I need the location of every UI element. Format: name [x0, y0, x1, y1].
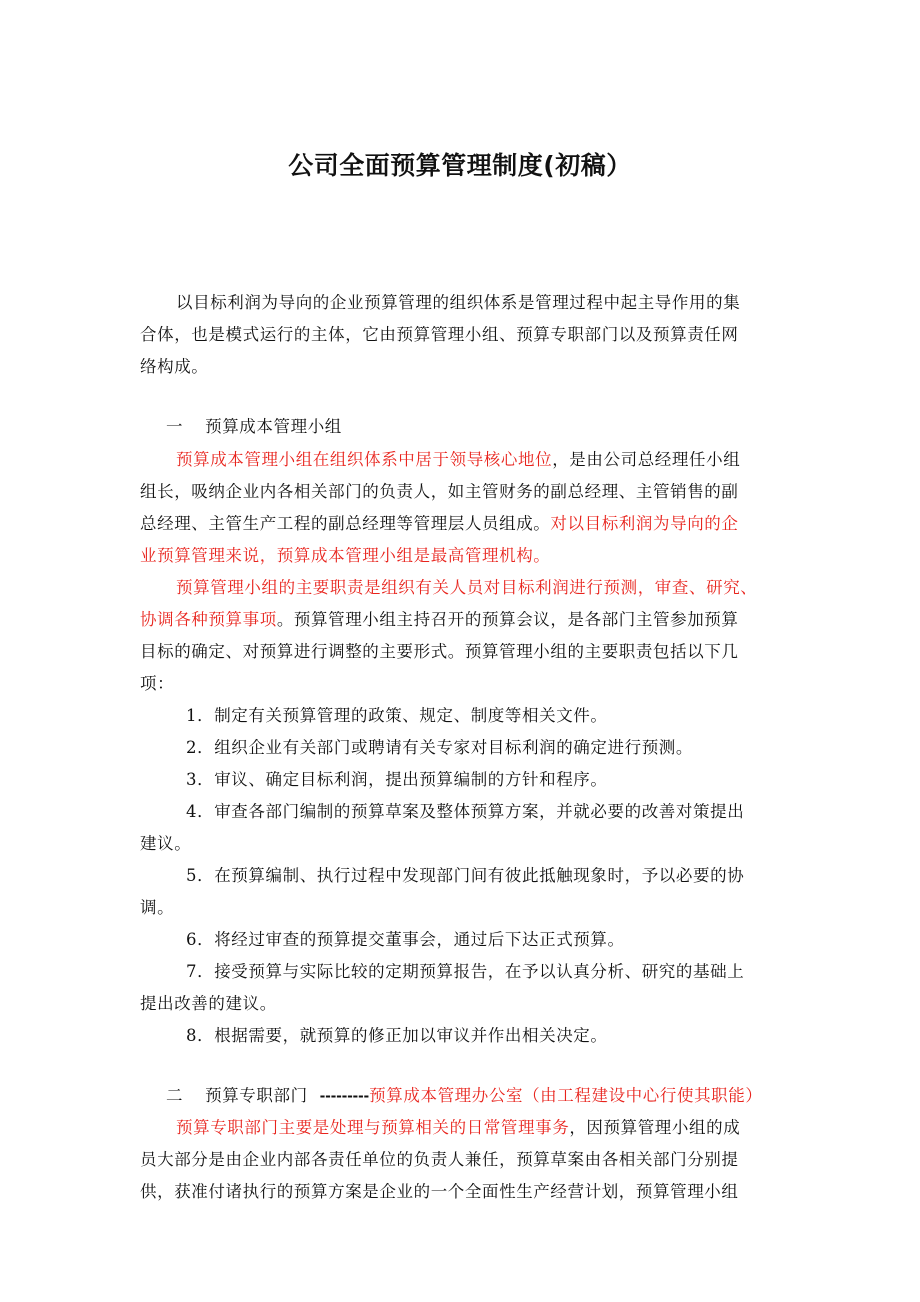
list-item-4: 4．审查各部门编制的预算草案及整体预算方案，并就必要的改善对策提出 [186, 802, 745, 821]
list-item-5: 5．在预算编制、执行过程中发现部门间有彼此抵触现象时，予以必要的协 [186, 866, 745, 885]
s1-p1-line-2: 组长，吸纳企业内各相关部门的负责人，如主管财务的副总经理、主管销售的副 [140, 482, 739, 501]
s1-p2-text: 。预算管理小组主持召开的预算会议，是各部门主管参加预算 [276, 610, 739, 629]
list-item-4-cont: 建议。 [140, 834, 192, 853]
list-item-7: 7．接受预算与实际比较的定期预算报告，在予以认真分析、研究的基础上 [186, 962, 745, 981]
section-2-title: 预算专职部门 [205, 1086, 308, 1105]
document-title: 公司全面预算管理制度(初稿） [288, 151, 632, 180]
s2-p1-line-2: 员大部分是由企业内部各责任单位的负责人兼任，预算草案由各相关部门分别提 [140, 1150, 739, 1169]
s1-p2-line-3: 目标的确定、对预算进行调整的主要形式。预算管理小组的主要职责包括以下几 [140, 642, 739, 661]
intro-line-3: 络构成。 [140, 357, 209, 376]
s2-p1-line-3: 供，获准付诸执行的预算方案是企业的一个全面性生产经营计划，预算管理小组 [140, 1182, 739, 1201]
s1-p1-highlight: 预算成本管理小组在组织体系中居于领导核心地位 [176, 450, 553, 469]
list-item-7-cont: 提出改善的建议。 [140, 994, 277, 1013]
s1-p1-text-3: 总经理、主管生产工程的副总经理等管理层人员组成。 [140, 514, 551, 533]
section-1-number: 一 [166, 417, 184, 436]
intro-line-1: 以目标利润为导向的企业预算管理的组织体系是管理过程中起主导作用的集 [176, 293, 741, 312]
list-item-6: 6．将经过审查的预算提交董事会，通过后下达正式预算。 [186, 930, 625, 949]
section-1-heading [166, 416, 342, 438]
list-item-3: 3．审议、确定目标利润，提出预算编制的方针和程序。 [186, 770, 608, 789]
s1-p1-line-4: 业预算管理来说，预算成本管理小组是最高管理机构。 [140, 546, 551, 565]
section-2-title-detail: 预算成本管理办公室（由工程建设中心行使其职能） [369, 1086, 763, 1105]
list-item-5-cont: 调。 [140, 898, 175, 917]
intro-line-2: 合体，也是模式运行的主体，它由预算管理小组、预算专职部门以及预算责任网 [140, 325, 739, 344]
section-1-title: 预算成本管理小组 [205, 417, 342, 436]
s2-p1-highlight: 预算专职部门主要是处理与预算相关的日常管理事务 [176, 1118, 570, 1137]
s1-p2-line-1: 预算管理小组的主要职责是组织有关人员对目标利润进行预测，审查、研究、 [176, 578, 758, 597]
s1-p2-line-2 [140, 609, 739, 631]
section-2-number: 二 [166, 1086, 184, 1105]
s1-p1-text: ，是由公司总经理任小组 [552, 450, 741, 469]
s1-p1-line-3 [140, 513, 739, 535]
section-2-heading [166, 1085, 762, 1107]
s1-p2-highlight: 协调各种预算事项 [140, 610, 277, 629]
list-item-8: 8．根据需要，就预算的修正加以审议并作出相关决定。 [186, 1026, 608, 1045]
s1-p2-line-4: 项： [140, 674, 175, 693]
list-item-2: 2．组织企业有关部门或聘请有关专家对目标利润的确定进行预测。 [186, 738, 693, 757]
s2-p1-line-1 [176, 1117, 740, 1139]
section-2-dashes: --------- [319, 1087, 370, 1105]
list-item-1: 1．制定有关预算管理的政策、规定、制度等相关文件。 [186, 706, 608, 725]
s1-p1-highlight-2: 对以目标利润为导向的企 [550, 514, 739, 533]
s2-p1-text: ，因预算管理小组的成 [569, 1118, 741, 1137]
s1-p1-line-1 [176, 449, 740, 471]
